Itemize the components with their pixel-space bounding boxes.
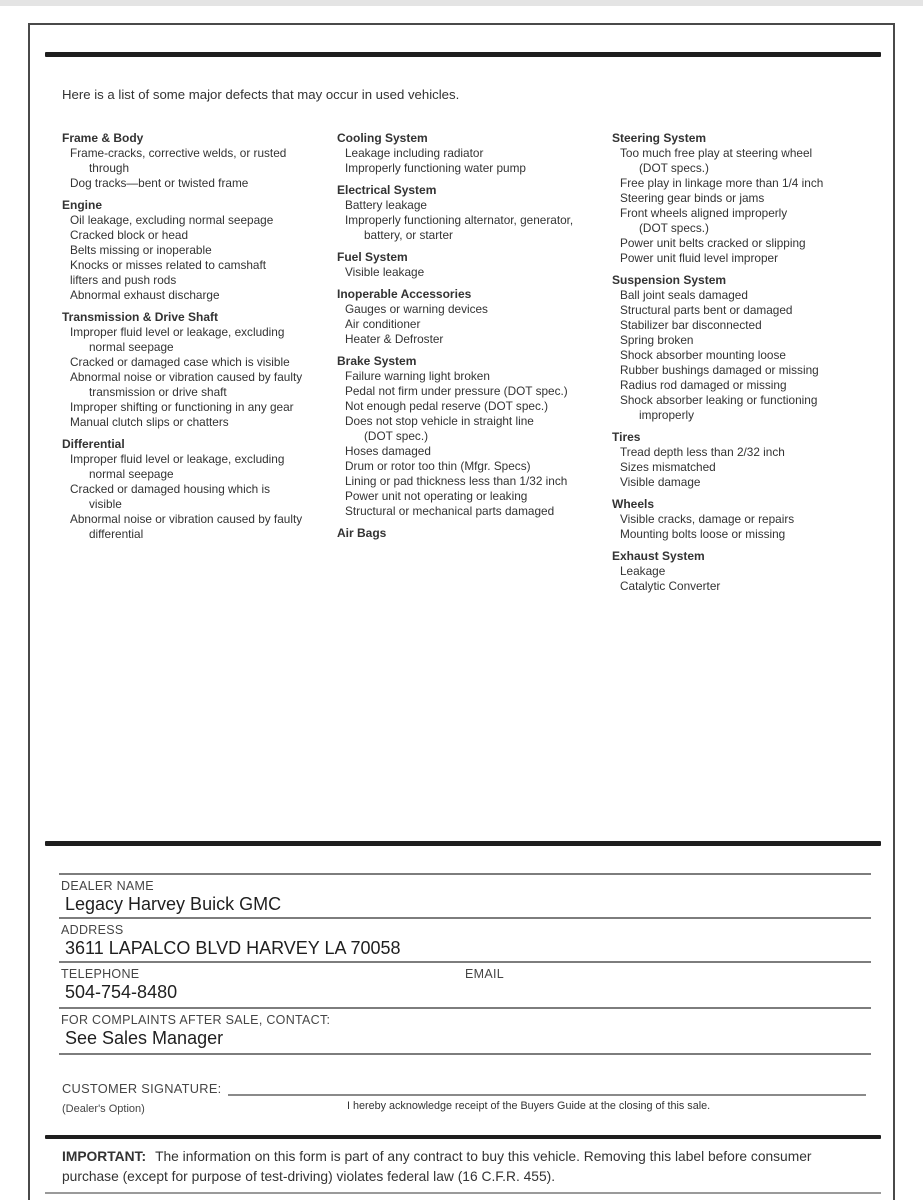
- defect-item-line: Abnormal exhaust discharge: [70, 288, 220, 302]
- defects-intro-text: Here is a list of some major defects that may occur in used vehicles.: [62, 87, 460, 102]
- defect-column-1: [62, 131, 337, 542]
- address-value: 3611 LAPALCO BLVD HARVEY LA 70058: [65, 938, 401, 958]
- defect-item-line: Tread depth less than 2/32 inch: [620, 445, 785, 459]
- defect-section-heading: Transmission & Drive Shaft: [62, 310, 219, 324]
- defect-item-line: Abnormal noise or vibration caused by faulty: [70, 370, 303, 384]
- defect-section-heading: Air Bags: [337, 526, 387, 540]
- defect-item-line: Does not stop vehicle in straight line: [345, 414, 534, 428]
- defect-item-line: Visible cracks, damage or repairs: [620, 512, 795, 526]
- address-label: ADDRESS: [61, 923, 124, 937]
- important-notice: [62, 1147, 864, 1187]
- defect-item-line: Radius rod damaged or missing: [620, 378, 787, 392]
- defect-item-line: Frame-cracks, corrective welds, or rusted: [70, 146, 287, 160]
- signature-notes-row: [62, 1099, 866, 1113]
- defect-item-line: improperly: [639, 408, 695, 422]
- address-field: [59, 919, 871, 963]
- complaints-contact-value: See Sales Manager: [65, 1028, 224, 1048]
- defect-item-line: Power unit belts cracked or slipping: [620, 236, 806, 250]
- defect-item-line: Hoses damaged: [345, 444, 431, 458]
- defect-section-heading: Cooling System: [337, 131, 428, 145]
- middle-divider-rule: [45, 841, 881, 846]
- buyers-guide-back-page: [28, 23, 895, 1200]
- acknowledgment-text: I hereby acknowledge receipt of the Buyers Guide at the closing of this sale.: [347, 1100, 711, 1112]
- defect-section-heading: Exhaust System: [612, 549, 705, 563]
- defect-item-line: Sizes mismatched: [620, 460, 716, 474]
- defect-item-line: Battery leakage: [345, 198, 427, 212]
- footer-divider-rule: [45, 1135, 881, 1139]
- defect-item-line: Visible damage: [620, 475, 701, 489]
- defect-item-line: Power unit not operating or leaking: [345, 489, 528, 503]
- defect-item-line: visible: [89, 497, 122, 511]
- defect-section-heading: Inoperable Accessories: [337, 287, 472, 301]
- defect-item-line: Visible leakage: [345, 265, 425, 279]
- dealer-name-field: [59, 875, 871, 919]
- top-divider-rule: [45, 52, 881, 57]
- defect-item-line: Structural or mechanical parts damaged: [345, 504, 555, 518]
- defect-section-heading: Steering System: [612, 131, 707, 145]
- defect-item-line: lifters and push rods: [70, 273, 177, 287]
- defect-item-line: Abnormal noise or vibration caused by faulty: [70, 512, 303, 526]
- defect-section-heading: Electrical System: [337, 183, 437, 197]
- defect-item-line: Spring broken: [620, 333, 694, 347]
- defect-item-line: Oil leakage, excluding normal seepage: [70, 213, 274, 227]
- defect-item-line: transmission or drive shaft: [89, 385, 227, 399]
- defect-item-line: Stabilizer bar disconnected: [620, 318, 762, 332]
- defect-item-line: Leakage: [620, 564, 666, 578]
- telephone-value: 504-754-8480: [65, 982, 178, 1002]
- important-text: The information on this form is part of any contract to buy this vehicle. Removing this label before consumer purchase (except for purpose of test-driving) violates federal law (16 C.F.R. 455).: [62, 1149, 812, 1184]
- defect-section-heading: Frame & Body: [62, 131, 144, 145]
- defect-item-line: Ball joint seals damaged: [620, 288, 748, 302]
- defect-section-heading: Engine: [62, 198, 103, 212]
- defect-item-line: Improperly functioning alternator, generator,: [345, 213, 574, 227]
- defect-section-heading: Brake System: [337, 354, 417, 368]
- important-label: IMPORTANT:: [62, 1149, 147, 1164]
- customer-signature-label: CUSTOMER SIGNATURE:: [62, 1081, 222, 1096]
- dealer-name-label: DEALER NAME: [61, 879, 154, 893]
- defect-item-line: Leakage including radiator: [345, 146, 484, 160]
- defect-section-heading: Fuel System: [337, 250, 408, 264]
- defect-item-line: Drum or rotor too thin (Mfgr. Specs): [345, 459, 531, 473]
- defect-column-3: [612, 131, 879, 594]
- telephone-label: TELEPHONE: [61, 967, 140, 981]
- defect-item-line: Cracked or damaged housing which is: [70, 482, 270, 496]
- defect-item-line: Air conditioner: [345, 317, 421, 331]
- defect-item-line: (DOT specs.): [639, 161, 709, 175]
- defect-item-line: Too much free play at steering wheel: [620, 146, 813, 160]
- defect-item-line: Improperly functioning water pump: [345, 161, 526, 175]
- defect-item-line: through: [89, 161, 130, 175]
- defect-item-line: Lining or pad thickness less than 1/32 inch: [345, 474, 568, 488]
- defect-columns: [62, 131, 879, 594]
- defect-item-line: Improper fluid level or leakage, excluding: [70, 325, 285, 339]
- signature-section: [62, 1081, 866, 1113]
- defect-item-line: Steering gear binds or jams: [620, 191, 765, 205]
- defect-item-line: normal seepage: [89, 467, 174, 481]
- defect-item-line: Catalytic Converter: [620, 579, 721, 593]
- defect-item-line: Rubber bushings damaged or missing: [620, 363, 819, 377]
- defect-item-line: (DOT specs.): [639, 221, 709, 235]
- defect-section-heading: Suspension System: [612, 273, 727, 287]
- defect-item-line: Front wheels aligned improperly: [620, 206, 788, 220]
- defect-section-heading: Tires: [612, 430, 641, 444]
- defect-item-line: Shock absorber mounting loose: [620, 348, 786, 362]
- scan-edge-strip: [0, 0, 923, 6]
- defect-item-line: Free play in linkage more than 1/4 inch: [620, 176, 824, 190]
- defect-item-line: Mounting bolts loose or missing: [620, 527, 786, 541]
- bottom-edge-rule: [45, 1192, 881, 1194]
- defect-item-line: Dog tracks—bent or twisted frame: [70, 176, 249, 190]
- dealers-option-note: (Dealer's Option): [62, 1103, 145, 1115]
- signature-line: [228, 1082, 866, 1096]
- defect-item-line: Manual clutch slips or chatters: [70, 415, 229, 429]
- complaints-contact-label: FOR COMPLAINTS AFTER SALE, CONTACT:: [61, 1013, 331, 1027]
- defect-item-line: Not enough pedal reserve (DOT spec.): [345, 399, 549, 413]
- defect-section-heading: Wheels: [612, 497, 655, 511]
- defect-item-line: normal seepage: [89, 340, 174, 354]
- defect-item-line: Belts missing or inoperable: [70, 243, 212, 257]
- defect-item-line: Improper fluid level or leakage, excluding: [70, 452, 285, 466]
- defect-item-line: battery, or starter: [364, 228, 453, 242]
- dealer-info-section: [59, 873, 871, 1055]
- defect-item-line: Heater & Defroster: [345, 332, 444, 346]
- defect-item-line: Failure warning light broken: [345, 369, 490, 383]
- defect-item-line: differential: [89, 527, 144, 541]
- complaints-contact-field: [59, 1009, 871, 1055]
- defect-item-line: Cracked or damaged case which is visible: [70, 355, 290, 369]
- defect-item-line: Pedal not firm under pressure (DOT spec.): [345, 384, 568, 398]
- defect-item-line: Gauges or warning devices: [345, 302, 488, 316]
- defect-item-line: (DOT spec.): [364, 429, 429, 443]
- defect-item-line: Structural parts bent or damaged: [620, 303, 793, 317]
- telephone-email-field: [59, 963, 871, 1009]
- defect-item-line: Knocks or misses related to camshaft: [70, 258, 267, 272]
- dealer-name-value: Legacy Harvey Buick GMC: [65, 894, 282, 914]
- defect-item-line: Power unit fluid level improper: [620, 251, 779, 265]
- defect-item-line: Improper shifting or functioning in any gear: [70, 400, 294, 414]
- defect-section-heading: Differential: [62, 437, 125, 451]
- email-label: EMAIL: [465, 967, 505, 981]
- defect-column-2: [337, 131, 612, 541]
- signature-row: [62, 1081, 866, 1096]
- defect-item-line: Cracked block or head: [70, 228, 189, 242]
- defect-item-line: Shock absorber leaking or functioning: [620, 393, 818, 407]
